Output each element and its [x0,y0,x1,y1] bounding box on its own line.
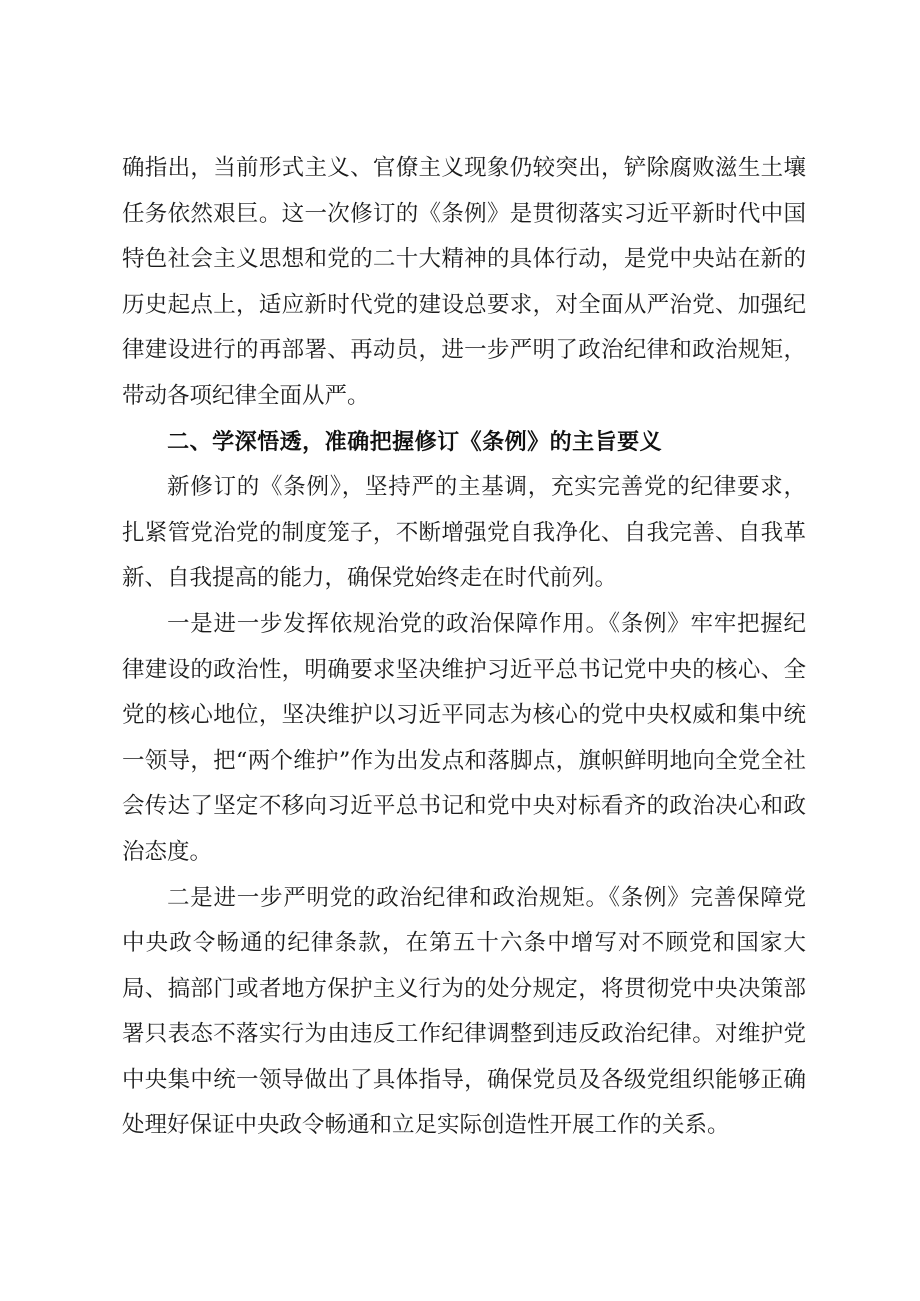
paragraph-point-two: 二是进一步严明党的政治纪律和政治规矩。《条例》完善保障党中央政令畅通的纪律条款，在第五十六条中增写对不顾党和国家大局、搞部门或者地方保护主义行为的处分规定，将贯彻党中央决策部署只表态不落实行为由违反工作纪律调整到违反政治纪律。对维护党中央集中统一领导做出了具体指导，确保党员及各级党组织能够正确处理好保证中央政令畅通和立足实际创造性开展工作的关系。 [122,884,806,1139]
paragraph-intro: 新修订的《条例》，坚持严的主基调，充实完善党的纪律要求，扎紧管党治党的制度笼子，不断增强党自我净化、自我完善、自我革新、自我提高的能力，确保党始终走在时代前列。 [122,474,806,592]
document-body [122,146,806,1149]
section-heading: 二、学深悟透，准确把握修订《条例》的主旨要义 [167,429,663,455]
paragraph-continuation: 确指出，当前形式主义、官僚主义现象仍较突出，铲除腐败滋生土壤任务依然艰巨。这一次修订的《条例》是贯彻落实习近平新时代中国特色社会主义思想和党的二十大精神的具体行动，是党中央站在新的历史起点上，适应新时代党的建设总要求，对全面从严治党、加强纪律建设进行的再部署、再动员，进一步严明了政治纪律和政治规矩，带动各项纪律全面从严。 [122,155,806,409]
paragraph-point-one: 一是进一步发挥依规治党的政治保障作用。《条例》牢牢把握纪律建设的政治性，明确要求坚决维护习近平总书记党中央的核心、全党的核心地位，坚决维护以习近平同志为核心的党中央权威和集中统一领导，把“两个维护”作为出发点和落脚点，旗帜鲜明地向全党全社会传达了坚定不移向习近平总书记和党中央对标看齐的政治决心和政治态度。 [122,610,806,865]
